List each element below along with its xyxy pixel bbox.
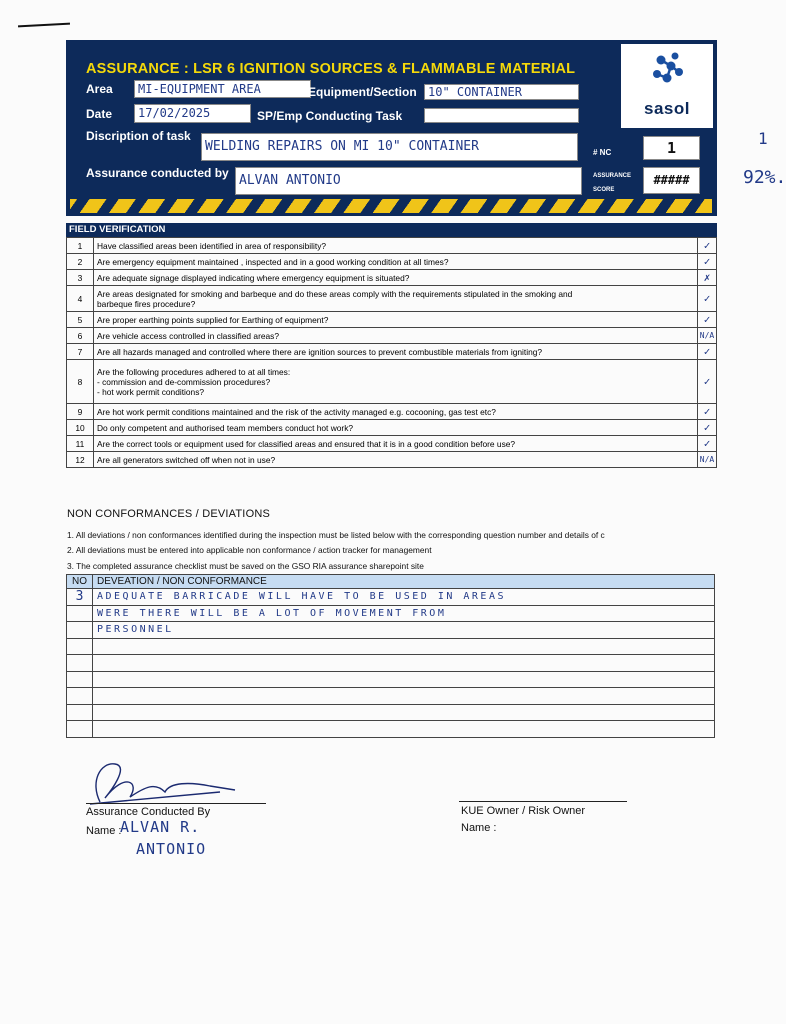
verification-row xyxy=(67,360,717,404)
nc-row-text[interactable]: WERE THERE WILL BE A LOT OF MOVEMENT FROM xyxy=(93,605,715,622)
nc-row-number[interactable] xyxy=(67,704,93,721)
question-number: 3 xyxy=(67,270,94,286)
checkbox-mark[interactable]: ✗ xyxy=(698,270,717,286)
question-line: Are the following procedures adhered to at all times: xyxy=(97,366,291,377)
nc-label: # NC xyxy=(593,148,612,157)
nc-row-number[interactable] xyxy=(67,721,93,738)
nc-row-text[interactable] xyxy=(93,655,715,672)
verification-row xyxy=(67,254,717,270)
verification-row xyxy=(67,420,717,436)
area-label: Area xyxy=(86,82,113,96)
checkbox-mark[interactable]: ✓ xyxy=(698,344,717,360)
question-number: 9 xyxy=(67,404,94,420)
question-number: 12 xyxy=(67,452,94,468)
question-text xyxy=(94,404,698,420)
nonconformance-header-row xyxy=(67,575,715,589)
col-deviation-header: DEVEATION / NON CONFORMANCE xyxy=(93,575,715,589)
verification-row xyxy=(67,404,717,420)
checkbox-mark[interactable]: N/A xyxy=(698,328,717,344)
equipment-label: Equipment/Section xyxy=(308,85,417,99)
conducted-label: Assurance conducted by xyxy=(86,166,229,180)
nonconformance-row xyxy=(67,589,715,606)
field-verification-table xyxy=(66,237,717,468)
right-name-label: Name : xyxy=(461,822,497,834)
question-text xyxy=(94,286,698,312)
form-title: ASSURANCE : LSR 6 IGNITION SOURCES & FLAMMABLE MATERIAL xyxy=(86,61,576,77)
question-line: Are emergency equipment maintained , inspected and in a good working condition at all times? xyxy=(97,256,449,267)
kue-owner-label: KUE Owner / Risk Owner xyxy=(461,805,586,817)
conducted-field[interactable]: ALVAN ANTONIO xyxy=(235,167,582,195)
nc-row-number[interactable] xyxy=(67,622,93,639)
nc-row-number[interactable] xyxy=(67,671,93,688)
question-line: Do only competent and authorised team members conduct hot work? xyxy=(97,422,354,433)
question-line: - hot work permit conditions? xyxy=(97,386,205,397)
question-line: Have classified areas been identified in area of responsibility? xyxy=(97,240,327,251)
pen-stroke xyxy=(18,23,70,28)
score-label-2: SCORE xyxy=(593,187,615,193)
question-text xyxy=(94,436,698,452)
equipment-field[interactable]: 10" CONTAINER xyxy=(424,84,579,100)
question-text xyxy=(94,270,698,286)
margin-note-one: 1 xyxy=(758,129,768,148)
question-line: barbeque fires procedure? xyxy=(97,298,196,309)
assurance-conducted-by-label: Assurance Conducted By xyxy=(86,806,211,818)
question-line: Are adequate signage displayed indicating where emergency equipment is situated? xyxy=(97,272,410,283)
left-name-value-1: ALVAN R. xyxy=(120,818,201,836)
checkbox-mark[interactable]: ✓ xyxy=(698,420,717,436)
nc-row-text[interactable] xyxy=(93,638,715,655)
question-line: Are proper earthing points supplied for Earthing of equipment? xyxy=(97,314,329,325)
checkbox-mark[interactable]: ✓ xyxy=(698,404,717,420)
nonconformance-table xyxy=(66,574,715,738)
margin-note-percent: 92%. xyxy=(743,167,786,188)
verification-row xyxy=(67,238,717,254)
nonconformance-row xyxy=(67,671,715,688)
verification-row xyxy=(67,270,717,286)
date-label: Date xyxy=(86,107,113,121)
question-text xyxy=(94,328,698,344)
nc-row-text[interactable] xyxy=(93,721,715,738)
question-text xyxy=(94,420,698,436)
nc-row-text[interactable]: ADEQUATE BARRICADE WILL HAVE TO BE USED IN AREAS xyxy=(93,589,715,606)
nonconformance-row xyxy=(67,605,715,622)
sp-label: SP/Emp Conducting Task xyxy=(257,109,403,123)
verification-row xyxy=(67,344,717,360)
question-text xyxy=(94,452,698,468)
nc-row-text[interactable] xyxy=(93,671,715,688)
nc-row-number[interactable] xyxy=(67,655,93,672)
checkbox-mark[interactable]: ✓ xyxy=(698,312,717,328)
score-field[interactable]: ##### xyxy=(643,167,700,194)
left-name-value-2: ANTONIO xyxy=(136,840,207,858)
question-text xyxy=(94,360,698,404)
question-number: 4 xyxy=(67,286,94,312)
checkbox-mark[interactable]: ✓ xyxy=(698,360,717,404)
question-number: 5 xyxy=(67,312,94,328)
question-text xyxy=(94,254,698,270)
nonconformance-row xyxy=(67,721,715,738)
nonconformance-row xyxy=(67,638,715,655)
score-label-1: ASSURANCE xyxy=(593,173,632,179)
checkbox-mark[interactable]: ✓ xyxy=(698,254,717,270)
question-text xyxy=(94,344,698,360)
sasol-logo-icon xyxy=(621,44,713,104)
nc-row-number[interactable] xyxy=(67,638,93,655)
question-line: Are the correct tools or equipment used for classified areas and ensured that it is in a good condition before use? xyxy=(97,438,516,449)
checkbox-mark[interactable]: ✓ xyxy=(698,436,717,452)
question-line: Are all generators switched off when not in use? xyxy=(97,454,276,465)
nonconformance-row xyxy=(67,655,715,672)
instruction-3: 3. The completed assurance checklist must be saved on the GSO RIA assurance sharepoint site xyxy=(67,561,424,571)
nc-row-text[interactable] xyxy=(93,704,715,721)
nonconformance-row xyxy=(67,622,715,639)
nonconformance-row xyxy=(67,688,715,705)
nc-row-number[interactable]: 3 xyxy=(67,589,93,606)
question-number: 1 xyxy=(67,238,94,254)
question-line: - commission and de-commission procedures? xyxy=(97,376,271,387)
col-no-header: NO xyxy=(67,575,93,589)
description-label: Discription of task xyxy=(86,129,191,143)
nc-row-number[interactable] xyxy=(67,688,93,705)
checkbox-mark[interactable]: ✓ xyxy=(698,238,717,254)
question-number: 2 xyxy=(67,254,94,270)
nonconformance-row xyxy=(67,704,715,721)
nc-field[interactable]: 1 xyxy=(643,136,700,160)
verification-row xyxy=(67,286,717,312)
nonconformance-title: NON CONFORMANCES / DEVIATIONS xyxy=(67,508,270,520)
nc-row-text[interactable]: PERSONNEL xyxy=(93,622,715,639)
question-number: 7 xyxy=(67,344,94,360)
question-line: Are all hazards managed and controlled where there are ignition sources to prevent combustible materials from igniting? xyxy=(97,346,543,357)
verification-row xyxy=(67,312,717,328)
question-line: Are vehicle access controlled in classified areas? xyxy=(97,330,280,341)
question-number: 8 xyxy=(67,360,94,404)
description-field[interactable]: WELDING REPAIRS ON MI 10" CONTAINER xyxy=(201,133,578,161)
question-number: 6 xyxy=(67,328,94,344)
question-line: Are areas designated for smoking and barbeque and do these areas comply with the requirements stipulated in the smoking and xyxy=(97,288,573,299)
verification-row xyxy=(67,436,717,452)
date-field[interactable]: 17/02/2025 xyxy=(134,104,251,123)
nc-row-text[interactable] xyxy=(93,688,715,705)
verification-row xyxy=(67,452,717,468)
right-signature-line xyxy=(459,801,627,802)
question-line: Are hot work permit conditions maintained and the risk of the activity managed e.g. cocooning, gas test etc? xyxy=(97,406,496,417)
field-verification-heading: FIELD VERIFICATION xyxy=(66,223,717,237)
instruction-2: 2. All deviations must be entered into applicable non conformance / action tracker for management xyxy=(67,545,432,555)
checkbox-mark[interactable]: N/A xyxy=(698,452,717,468)
left-signature-line xyxy=(86,803,266,804)
checkbox-mark[interactable]: ✓ xyxy=(698,286,717,312)
question-text xyxy=(94,312,698,328)
sp-field[interactable] xyxy=(424,108,579,123)
left-name-label: Name : xyxy=(86,825,122,837)
area-field[interactable]: MI-EQUIPMENT AREA xyxy=(134,80,311,98)
instruction-1: 1. All deviations / non conformances identified during the inspection must be listed below with the corresponding question number and details of c xyxy=(67,530,605,540)
question-number: 11 xyxy=(67,436,94,452)
question-text xyxy=(94,238,698,254)
hazard-stripe xyxy=(70,199,712,213)
verification-row xyxy=(67,328,717,344)
question-number: 10 xyxy=(67,420,94,436)
sasol-logo-text: sasol xyxy=(644,99,690,118)
nc-row-number[interactable] xyxy=(67,605,93,622)
